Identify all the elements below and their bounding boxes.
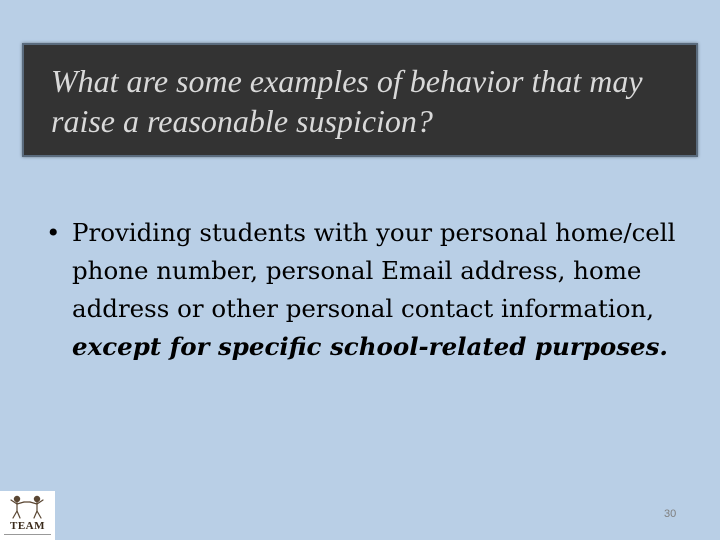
- bullet-emphasis-text: except for specific school-related purposes.: [72, 332, 668, 361]
- logo-underline: [4, 534, 51, 537]
- bullet-list: [46, 214, 686, 366]
- page-number: 30: [664, 508, 677, 520]
- slide-title: What are some examples of behavior that may raise a reasonable suspicion?: [51, 63, 643, 139]
- team-figures-icon: [0, 491, 55, 521]
- logo-text: TEAM: [10, 520, 45, 532]
- team-logo-icon: [0, 491, 55, 540]
- bullet-dot-icon: •: [46, 218, 61, 247]
- bullet-text: Providing students with your personal home/cell phone number, personal Email address, home address or other personal contact information,: [72, 218, 676, 323]
- list-item: [46, 214, 686, 366]
- title-box: [22, 43, 698, 157]
